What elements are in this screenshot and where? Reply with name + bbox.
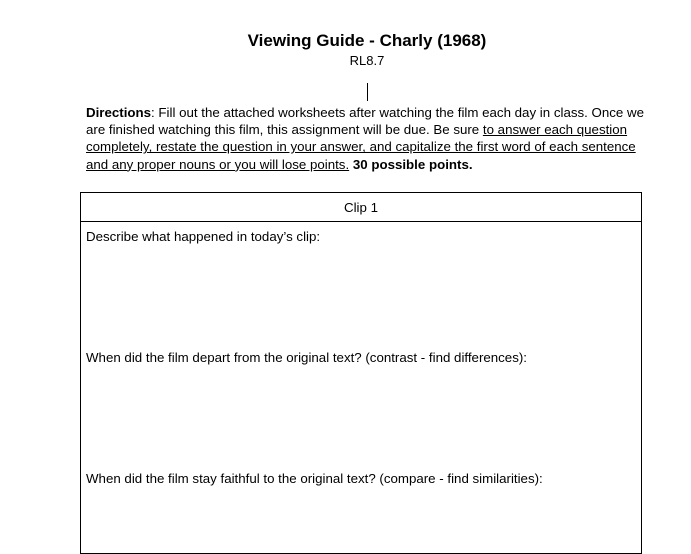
clip-table — [80, 192, 642, 554]
directions-points: 30 possible points. — [349, 156, 473, 172]
clip-header: Clip 1 — [81, 193, 641, 222]
directions-label: Directions — [86, 105, 152, 120]
directions-underlined: to answer each question completely, restate the question in your answer, and capitalize the first word of each sentence and any proper nouns or you will lose points. — [86, 122, 636, 172]
directions-paragraph — [86, 104, 646, 173]
question-contrast: When did the film depart from the original text? (contrast - find differences): — [86, 350, 527, 365]
document-subtitle: RL8.7 — [349, 53, 385, 68]
text-cursor — [367, 83, 368, 101]
question-compare: When did the film stay faithful to the original text? (compare - find similarities): — [86, 471, 543, 486]
directions-text: : Fill out the attached worksheets after watching the film each day in class. Once we are finished watching this film, this assignment will be due. Be sure — [86, 105, 644, 138]
document-title: Viewing Guide - Charly (1968) — [247, 31, 487, 50]
question-describe: Describe what happened in today’s clip: — [86, 229, 321, 244]
